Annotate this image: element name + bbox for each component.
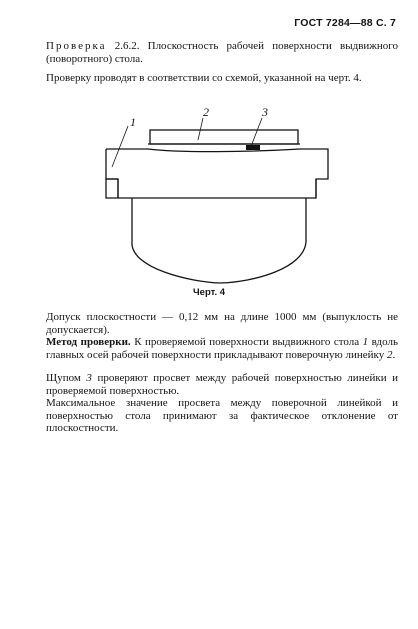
table-scheme-diagram bbox=[90, 100, 336, 308]
paragraph-result: Максимальное значение просвета между поверочной линейкой и поверхностью стола принимают за фактическое отклонение от плоскостности. bbox=[46, 397, 398, 435]
method-heading: Метод проверки. bbox=[46, 336, 131, 348]
figure-drawing bbox=[90, 100, 336, 308]
paragraph-method: Метод проверки. К проверяемой поверхности выдвижного стола 1 вдоль главных осей рабочей поверхности прикладывают поверочную линейку 2. bbox=[46, 336, 398, 361]
paragraph-lead: Проверка bbox=[46, 40, 107, 52]
figure-caption: Черт. 4 bbox=[192, 287, 226, 298]
paragraph-check bbox=[46, 40, 398, 65]
paragraph-text: 2.6.2. Плоскостность рабочей поверхности выдвижного (поворотного) стола. bbox=[46, 40, 398, 65]
feeler-gauge bbox=[246, 145, 260, 150]
label-feeler-gauge: 3 bbox=[262, 105, 268, 119]
page-header: ГОСТ 7284—88 С. 7 bbox=[294, 17, 396, 29]
label-straightedge: 2 bbox=[203, 105, 209, 119]
table-body-outline bbox=[132, 198, 306, 283]
table-top-outline bbox=[106, 149, 328, 198]
paragraph-tolerance: Допуск плоскостности — 0,12 мм на длине 1000 мм (выпуклость не допускается). bbox=[46, 311, 398, 336]
paragraph-feeler: Щупом 3 проверяют просвет между рабочей поверхностью линейки и проверяемой поверхностью. bbox=[46, 372, 398, 397]
paragraph-procedure: Проверку проводят в соответствии со схемой, указанной на черт. 4. bbox=[46, 72, 362, 84]
label-table: 1 bbox=[130, 115, 136, 129]
straightedge-top bbox=[150, 130, 298, 144]
